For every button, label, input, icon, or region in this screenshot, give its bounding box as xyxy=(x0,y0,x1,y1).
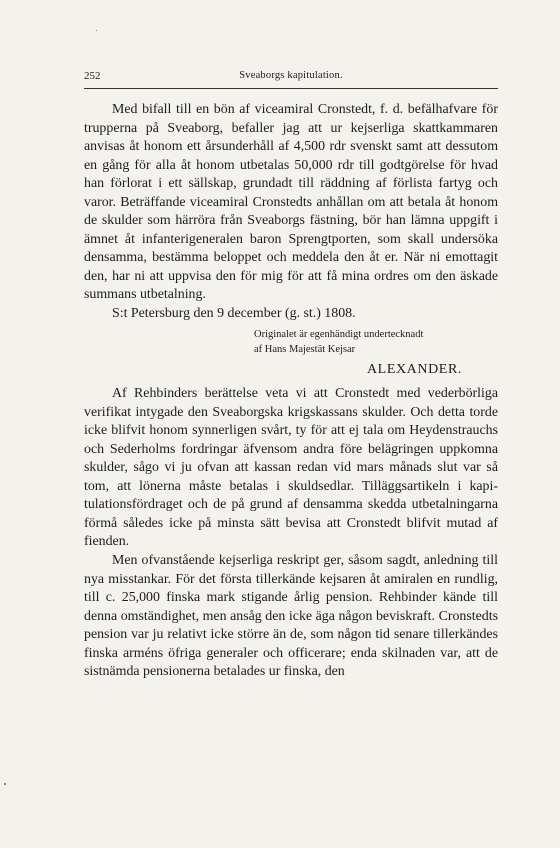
narrative-paragraph-1: Af Rehbinders berättelse veta vi att Cronstedt med vederbörliga verifikat intygade den Sveaborgska krigskassans skulder. Och detta torde icke blifvit honom synnerligen svårt, ty för att ej tala om Heydenstrauchs och Sederholms fordringar äfvensom andra före belägringen uppkomna skulder, sågo vi ju ofvan att kassan redan vid mars månads slut var så tom, att lönerna måste betalas i skuldsedlar. Tilläggsartikeln i kapitulationsfördraget och de på grund af densamma skedda utbetalningarna förmå således icke på minsta sätt bevisa att Cronstedt blifvit mutad af fienden. xyxy=(84,386,498,550)
page-body xyxy=(84,101,498,682)
narrative-paragraph-2: Men ofvanstående kejserliga reskript ger, såsom sagdt, anledning till nya misstankar. För det första tillerkände kejsaren åt amiralen en rundlig, till c. 25,000 finska mark stigande årlig pension. Rehbinder kände till denna omständighet, men ansåg den icke äga någon beviskraft. Cronstedts pension var ju relativt icke större än de, som någon tid senare tillerkändes finska arméns öfriga generaler och officerare; enda skilnaden var, att de sistnämda pensionerna betalades ur finska, den xyxy=(84,553,498,680)
speck xyxy=(4,783,6,785)
letter-paragraph: Med bifall till en bön af viceamiral Cronstedt, f. d. befälhafvare för trupperna på Sveaborg, befaller jag att ur kejserliga skattkammaren anvisas åt honom ett årsunderhåll af 4,500 rdr svenskt samt att dessutom en gång för alla åt honom utbetalas 50,000 rdr till godtgörelse för hvad han förlorat i ett sällskap, grundadt till räddning af förlista fartyg och varor. Beträffande viceamiral Cronstedts anhållan om att betala åt honom de skulder som härröra från Sveaborgs fästning, bör han lämna uppgift i ämnet åt infanterigeneralen baron Sprengtporten, som skall undersöka densamma, bestämma beloppet och meddela den åt er. När ni emottagit den, har ni att uppvisa den för mig för att få mina ordres om den äskade summans utbetalning. xyxy=(84,102,498,303)
header-rule xyxy=(84,88,498,89)
speck xyxy=(96,30,97,31)
signature: ALEXANDER. xyxy=(366,361,462,377)
original-note-line-1: Originalet är egenhändigt undertecknadt xyxy=(254,328,424,340)
letter-place-date: S:t Petersburg den 9 december (g. st.) 1808. xyxy=(112,306,356,322)
page-number: 252 xyxy=(84,70,101,82)
page-header xyxy=(84,70,498,86)
original-note-line-2: af Hans Majestät Kejsar xyxy=(254,343,356,355)
running-title: Sveaborgs kapitulation. xyxy=(239,70,343,81)
original-note xyxy=(84,327,498,357)
